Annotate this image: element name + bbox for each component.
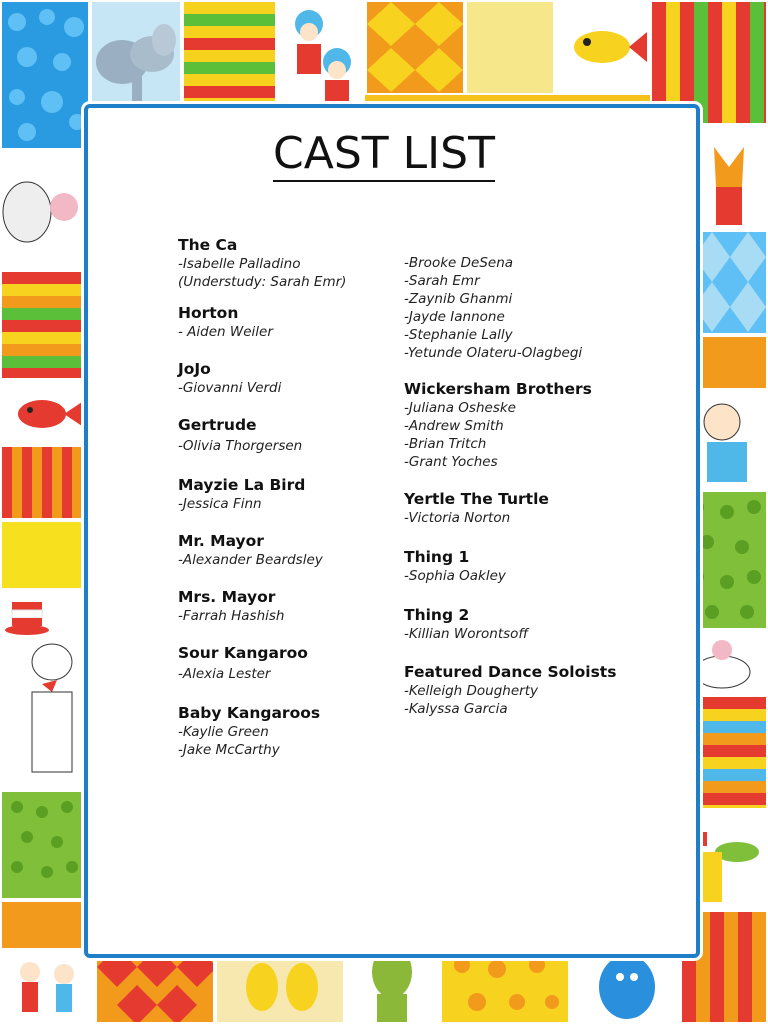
role-heading: The Ca bbox=[178, 236, 238, 254]
actor-name: (Understudy: Sarah Emr) bbox=[178, 274, 347, 290]
orange-diamond-tile bbox=[365, 0, 465, 95]
thing-one-two-tile bbox=[277, 0, 365, 105]
actor-name: -Farrah Hashish bbox=[178, 608, 285, 624]
right-column bbox=[404, 254, 654, 718]
page-title: CAST LIST bbox=[0, 128, 768, 179]
actor-name: -Yetunde Olateru-Olagbegi bbox=[404, 345, 583, 361]
actor-name: -Olivia Thorgersen bbox=[178, 438, 303, 454]
role-heading: Mr. Mayor bbox=[178, 532, 264, 550]
actor-name: -Alexander Beardsley bbox=[178, 552, 323, 568]
role-heading: Horton bbox=[178, 304, 239, 322]
actor-name: -Stephanie Lally bbox=[404, 327, 513, 343]
role-heading: Gertrude bbox=[178, 416, 257, 434]
orange-block-tile bbox=[0, 900, 86, 950]
actor-name: -Zaynib Ghanmi bbox=[404, 291, 513, 307]
actor-name: -Alexia Lester bbox=[178, 666, 271, 682]
role-heading: Yertle The Turtle bbox=[404, 490, 549, 508]
children-tile bbox=[0, 950, 95, 1024]
actor-name: -Victoria Norton bbox=[404, 510, 511, 526]
actor-name: -Jake McCarthy bbox=[178, 742, 280, 758]
actor-name: -Giovanni Verdi bbox=[178, 380, 282, 396]
actor-name: -Andrew Smith bbox=[404, 418, 504, 434]
actor-name: -Brian Tritch bbox=[404, 436, 487, 452]
actor-name: -Juliana Osheske bbox=[404, 400, 516, 416]
role-heading: JoJo bbox=[178, 360, 211, 378]
actor-name: -Kaylie Green bbox=[178, 724, 269, 740]
actor-name: -Grant Yoches bbox=[404, 454, 498, 470]
actor-name: -Sarah Emr bbox=[404, 273, 480, 289]
role-heading: Sour Kangaroo bbox=[178, 644, 308, 662]
role-heading: Thing 2 bbox=[404, 606, 470, 624]
role-heading: Thing 1 bbox=[404, 548, 470, 566]
yellow-block-tile bbox=[0, 520, 86, 590]
horizontal-stripe-tile bbox=[0, 270, 86, 380]
green-dots-tile bbox=[0, 790, 86, 900]
actor-name: -Isabelle Palladino bbox=[178, 256, 301, 272]
role-heading: Mrs. Mayor bbox=[178, 588, 276, 606]
yellow-tile bbox=[465, 0, 555, 95]
left-column bbox=[178, 236, 374, 759]
actor-name: - Aiden Weiler bbox=[178, 324, 273, 340]
orange-band-tile bbox=[692, 335, 768, 390]
actor-name: -Brooke DeSena bbox=[404, 255, 514, 271]
actor-name: -Jessica Finn bbox=[178, 496, 262, 512]
actor-name: -Sophia Oakley bbox=[404, 568, 506, 584]
actor-name: -Kelleigh Dougherty bbox=[404, 683, 538, 699]
role-heading: Baby Kangaroos bbox=[178, 704, 321, 722]
actor-name: -Kalyssa Garcia bbox=[404, 701, 508, 717]
role-heading: Wickersham Brothers bbox=[404, 380, 592, 398]
fish-tile bbox=[555, 0, 650, 95]
striped-tile bbox=[182, 0, 277, 105]
red-fish-tile bbox=[0, 380, 86, 445]
orange-stripe-tile bbox=[0, 445, 86, 520]
blue-diamond-tile bbox=[692, 230, 768, 335]
role-heading: Mayzie La Bird bbox=[178, 476, 306, 494]
horton-tile bbox=[90, 0, 182, 105]
actor-name: -Jayde Iannone bbox=[404, 309, 505, 325]
role-heading: Featured Dance Soloists bbox=[404, 663, 617, 681]
actor-name: -Killian Worontsoff bbox=[404, 626, 529, 642]
